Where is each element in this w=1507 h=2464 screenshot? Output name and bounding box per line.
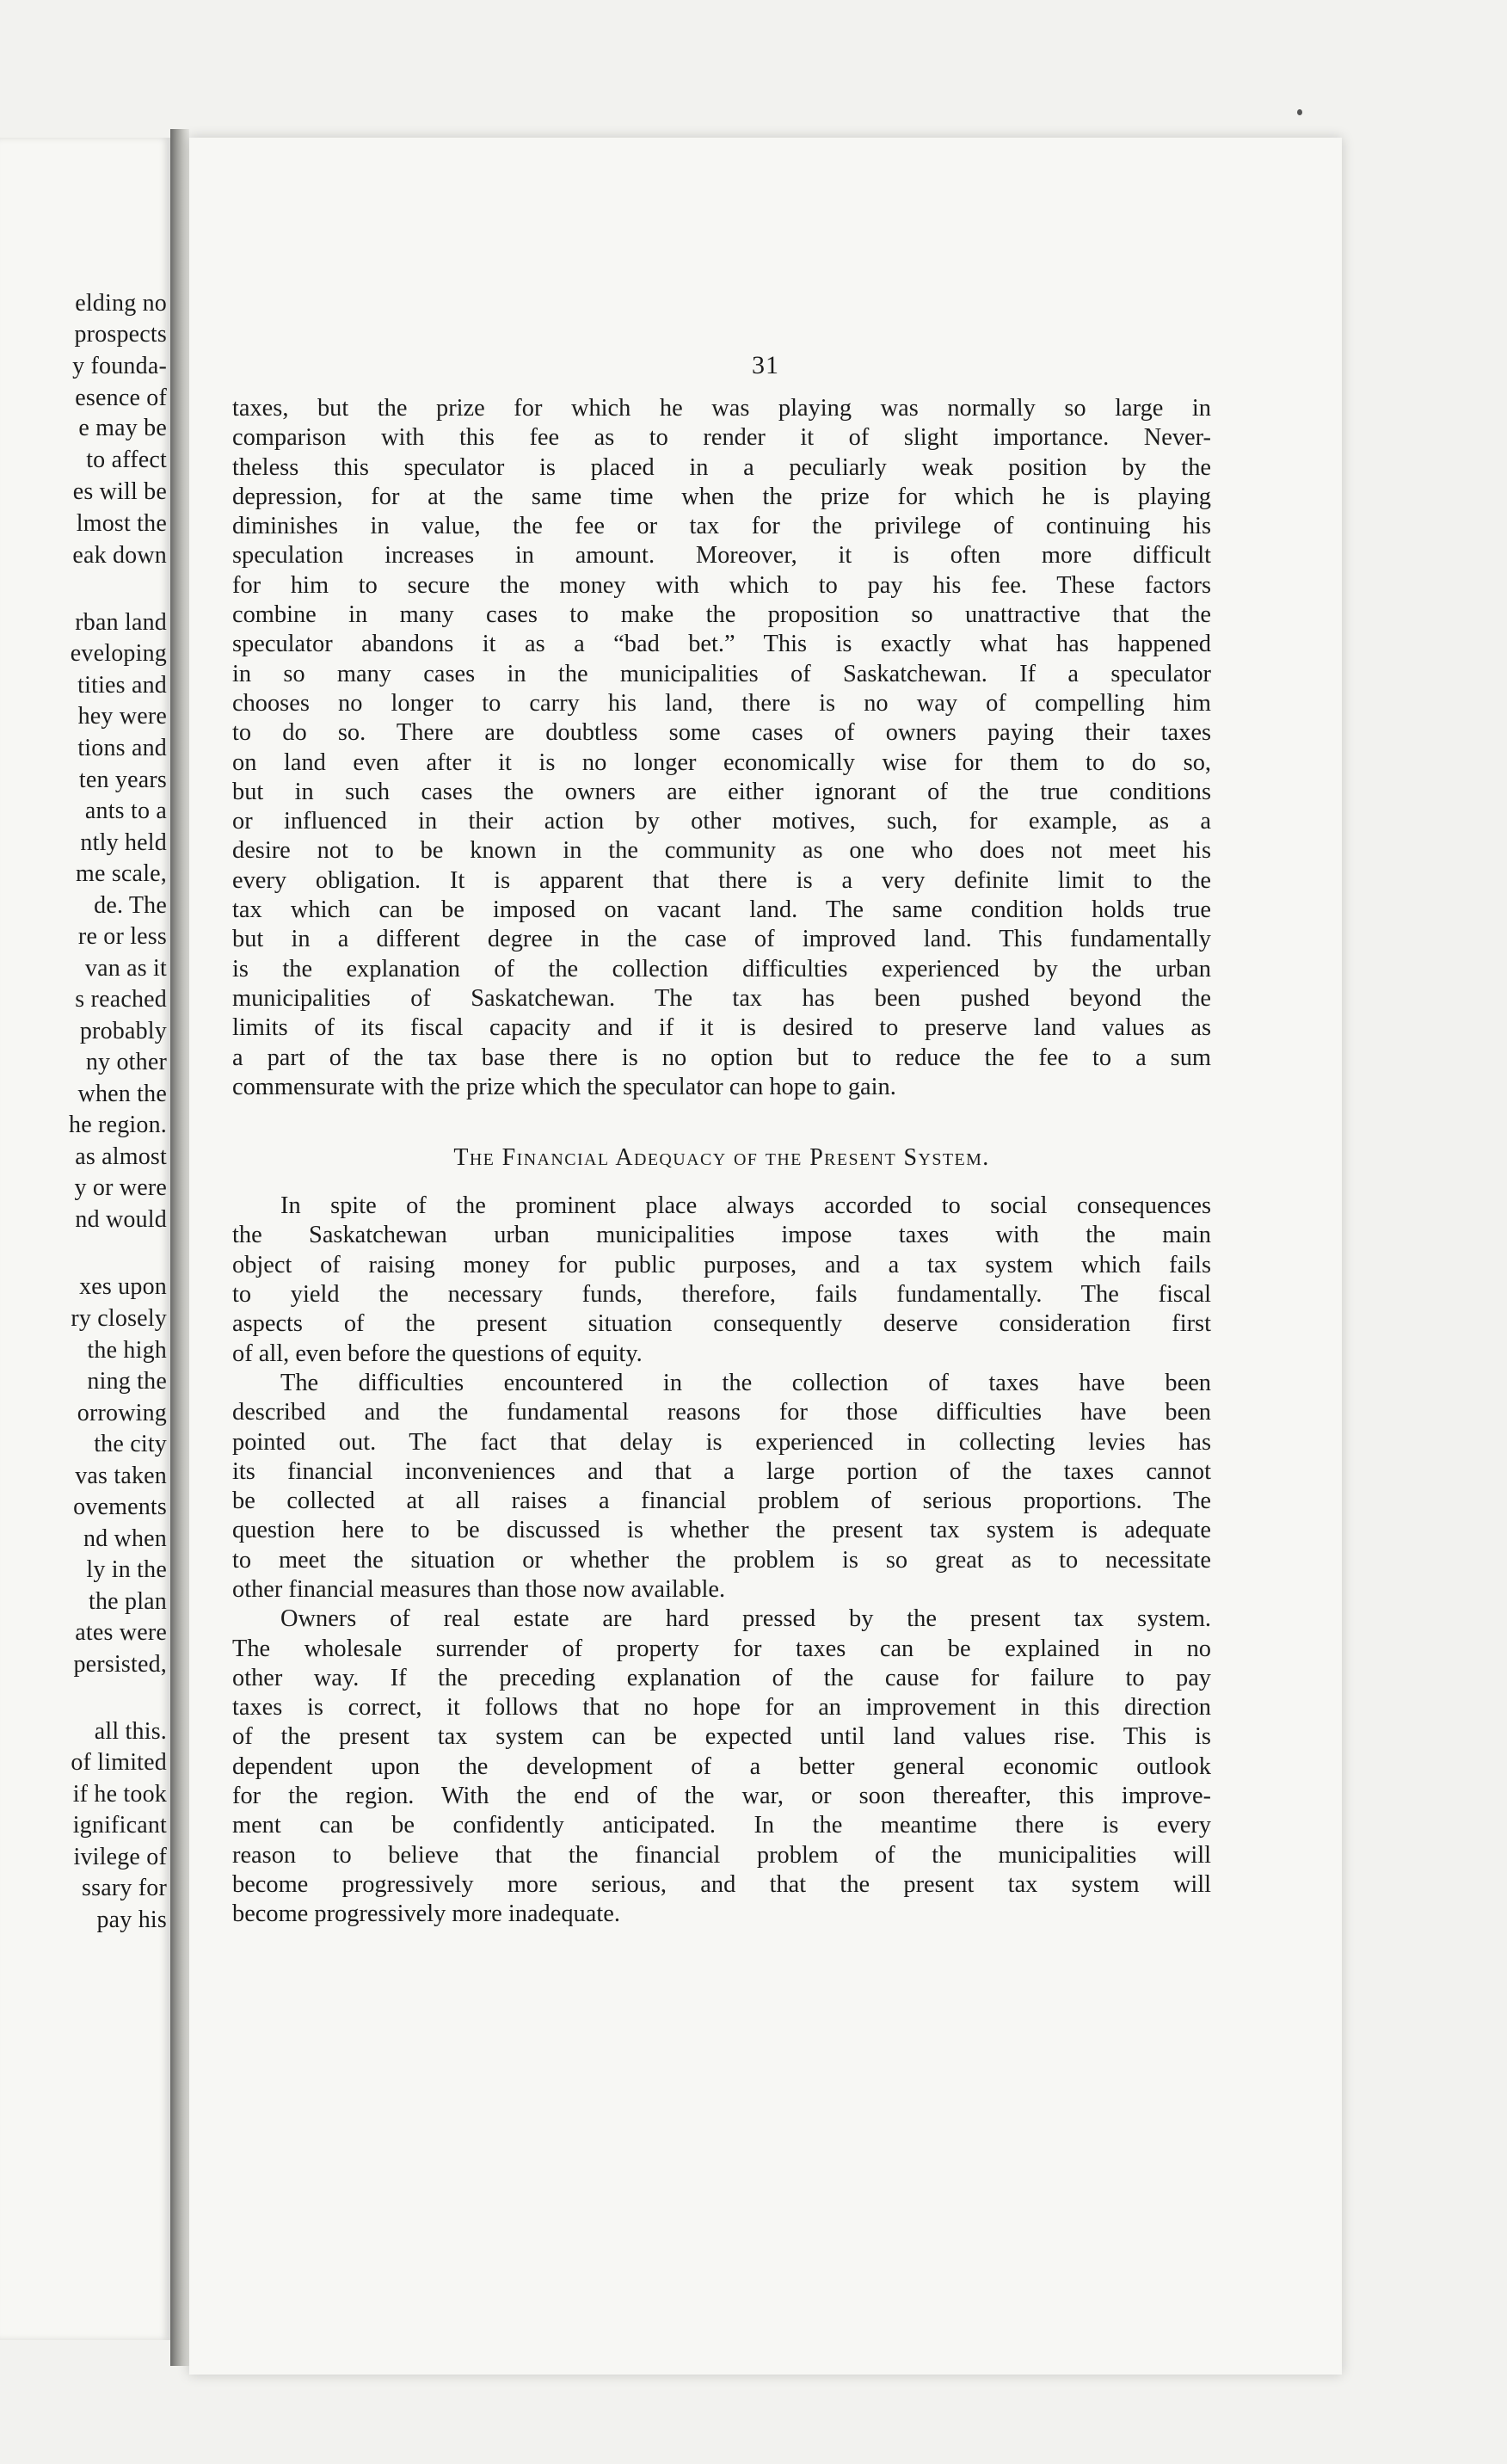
text-line: in so many cases in the municipalities of Saskatchewan. If a speculator: [232, 660, 1211, 687]
text-line: question here to be discussed is whether the present tax system is adequate: [232, 1517, 1211, 1544]
facing-page-line: prospects: [74, 321, 167, 348]
facing-page-line: ovements: [73, 1494, 167, 1520]
facing-page-line: ates were: [75, 1619, 167, 1646]
text-line: but in such cases the owners are either ignorant of the true conditions: [232, 778, 1211, 805]
text-line: the Saskatchewan urban municipalities impose taxes with the main: [232, 1222, 1211, 1249]
facing-page-line: esence of: [75, 385, 167, 411]
facing-page-line: y or were: [74, 1174, 167, 1201]
text-line: other financial measures than those now available.: [232, 1575, 726, 1603]
text-line: depression, for at the same time when the prize for which he is playing: [232, 483, 1211, 510]
text-line: pointed out. The fact that delay is experienced in collecting levies has: [232, 1428, 1211, 1456]
text-line: to meet the situation or whether the problem is so great as to necessitate: [232, 1546, 1211, 1574]
text-line: reason to believe that the financial problem of the municipalities will: [232, 1841, 1211, 1869]
paragraph: [232, 1192, 1211, 1369]
facing-page-line: he region.: [69, 1112, 167, 1138]
text-line: for the region. With the end of the war, or soon thereafter, this improve-: [232, 1783, 1211, 1810]
facing-page-line: e may be: [78, 415, 167, 441]
paragraph: [232, 1369, 1211, 1605]
text-column: [232, 394, 1211, 1930]
facing-page-line: if he took: [72, 1781, 167, 1808]
facing-page-line: nd when: [83, 1525, 167, 1552]
facing-page-line: de. The: [94, 892, 167, 919]
text-line: or influenced in their action by other motives, such, for example, as a: [232, 808, 1211, 835]
page-number: 31: [752, 351, 779, 379]
text-line: diminishes in value, the fee or tax for the privilege of continuing his: [232, 513, 1211, 540]
text-line: municipalities of Saskatchewan. The tax has been pushed beyond the: [232, 984, 1211, 1012]
facing-page-line: ants to a: [84, 798, 167, 824]
facing-page-line: re or less: [77, 923, 167, 950]
text-line: other way. If the preceding explanation of the cause for failure to pay: [232, 1664, 1211, 1691]
text-line: become progressively more inadequate.: [232, 1900, 620, 1928]
facing-page-line: ten years: [78, 767, 167, 793]
text-line: The difficulties encountered in the collection of taxes have been: [280, 1369, 1211, 1396]
facing-page-line: persisted,: [73, 1651, 167, 1678]
facing-page-line: orrowing: [77, 1400, 167, 1426]
text-line: comparison with this fee as to render it of slight importance. Never-: [232, 424, 1211, 452]
facing-page-line: the high: [87, 1337, 167, 1364]
text-line: for him to secure the money with which to pay his fee. These factors: [232, 571, 1211, 599]
text-line: but in a different degree in the case of improved land. This fundamentally: [232, 926, 1211, 953]
facing-page-line: when the: [77, 1081, 167, 1107]
text-line: aspects of the present situation consequently deserve consideration first: [232, 1310, 1211, 1338]
text-line: commensurate with the prize which the speculator can hope to gain.: [232, 1073, 896, 1100]
facing-page-line: ntly held: [80, 829, 167, 856]
facing-page-line: vas taken: [75, 1463, 167, 1489]
facing-page-line: lmost the: [76, 510, 167, 537]
facing-page-line: es will be: [72, 478, 167, 505]
facing-page-fragment: [0, 138, 170, 2340]
text-line: be collected at all raises a financial problem of serious proportions. The: [232, 1488, 1211, 1515]
facing-page-line: y founda-: [72, 353, 167, 379]
text-line: The wholesale surrender of property for taxes can be explained in no: [232, 1635, 1211, 1662]
facing-page-line: probably: [79, 1018, 167, 1044]
text-line: become progressively more serious, and that the present tax system will: [232, 1870, 1211, 1898]
text-line: Owners of real estate are hard pressed by the present tax system.: [280, 1605, 1211, 1633]
text-line: to do so. There are doubtless some cases of owners paying their taxes: [232, 719, 1211, 747]
text-line: taxes, but the prize for which he was playing was normally so large in: [232, 395, 1211, 422]
facing-page-line: the plan: [88, 1588, 167, 1615]
text-line: every obligation. It is apparent that there is a very definite limit to the: [232, 866, 1211, 894]
paragraph: [232, 1605, 1211, 1929]
facing-page-line: tions and: [77, 735, 167, 761]
facing-page-line: eveloping: [70, 640, 167, 667]
text-line: to yield the necessary funds, therefore, fails fundamentally. The fiscal: [232, 1281, 1211, 1309]
facing-page-line: rban land: [75, 609, 167, 636]
facing-page-line: xes upon: [79, 1273, 167, 1300]
text-line: ment can be confidently anticipated. In the meantime there is every: [232, 1812, 1211, 1839]
text-line: its financial inconveniences and that a large portion of the taxes cannot: [232, 1457, 1211, 1485]
section-heading: The Financial Adequacy of the Present System.: [453, 1144, 990, 1172]
paragraph-continued: [232, 394, 1211, 1102]
facing-page-line: as almost: [75, 1143, 167, 1170]
facing-page-line: all this.: [94, 1718, 167, 1745]
book-page: [189, 138, 1342, 2375]
text-line: is the explanation of the collection difficulties experienced by the urban: [232, 955, 1211, 983]
facing-page-line: ivilege of: [73, 1844, 167, 1870]
text-line: taxes is correct, it follows that no hope for an improvement in this direction: [232, 1694, 1211, 1722]
facing-page-line: s reached: [75, 986, 167, 1013]
text-line: object of raising money for public purposes, and a tax system which fails: [232, 1251, 1211, 1278]
facing-page-line: to affect: [86, 447, 167, 473]
text-line: of all, even before the questions of equity.: [232, 1340, 643, 1367]
facing-page-line: the city: [94, 1431, 167, 1457]
text-line: combine in many cases to make the proposition so unattractive that the: [232, 601, 1211, 629]
text-line: speculation increases in amount. Moreover, it is often more difficult: [232, 542, 1211, 570]
facing-page-line: ry closely: [71, 1305, 167, 1332]
facing-page-line: ny other: [85, 1049, 167, 1075]
text-line: chooses no longer to carry his land, there is no way of compelling him: [232, 689, 1211, 717]
facing-page-line: of limited: [71, 1749, 167, 1776]
facing-page-line: eak down: [72, 542, 167, 569]
facing-page-line: ignificant: [72, 1812, 167, 1839]
text-line: In spite of the prominent place always accorded to social consequences: [280, 1192, 1211, 1220]
text-line: speculator abandons it as a “bad bet.” This is exactly what has happened: [232, 631, 1211, 658]
text-line: a part of the tax base there is no option but to reduce the fee to a sum: [232, 1044, 1211, 1071]
facing-page-line: ning the: [87, 1368, 167, 1395]
facing-page-line: hey were: [77, 703, 167, 730]
facing-page-line: ssary for: [82, 1875, 167, 1901]
page-gutter-shadow: [170, 129, 189, 2366]
text-line: limits of its fiscal capacity and if it is desired to preserve land values as: [232, 1014, 1211, 1042]
text-line: tax which can be imposed on vacant land. The same condition holds true: [232, 896, 1211, 924]
text-line: theless this speculator is placed in a peculiarly weak position by the: [232, 453, 1211, 481]
facing-page-line: ly in the: [86, 1556, 167, 1583]
text-line: on land even after it is no longer economically wise for them to do so,: [232, 748, 1211, 776]
scan-speck: [1297, 109, 1302, 115]
facing-page-line: van as it: [84, 955, 167, 982]
text-line: dependent upon the development of a better general economic outlook: [232, 1753, 1211, 1780]
text-line: desire not to be known in the community as one who does not meet his: [232, 837, 1211, 865]
facing-page-line: me scale,: [76, 860, 167, 887]
facing-page-line: pay his: [96, 1907, 167, 1933]
facing-page-line: nd would: [75, 1206, 167, 1233]
facing-page-line: tities and: [77, 672, 167, 699]
text-line: described and the fundamental reasons for those difficulties have been: [232, 1399, 1211, 1426]
text-line: of the present tax system can be expected until land values rise. This is: [232, 1723, 1211, 1751]
facing-page-line: elding no: [75, 290, 167, 317]
